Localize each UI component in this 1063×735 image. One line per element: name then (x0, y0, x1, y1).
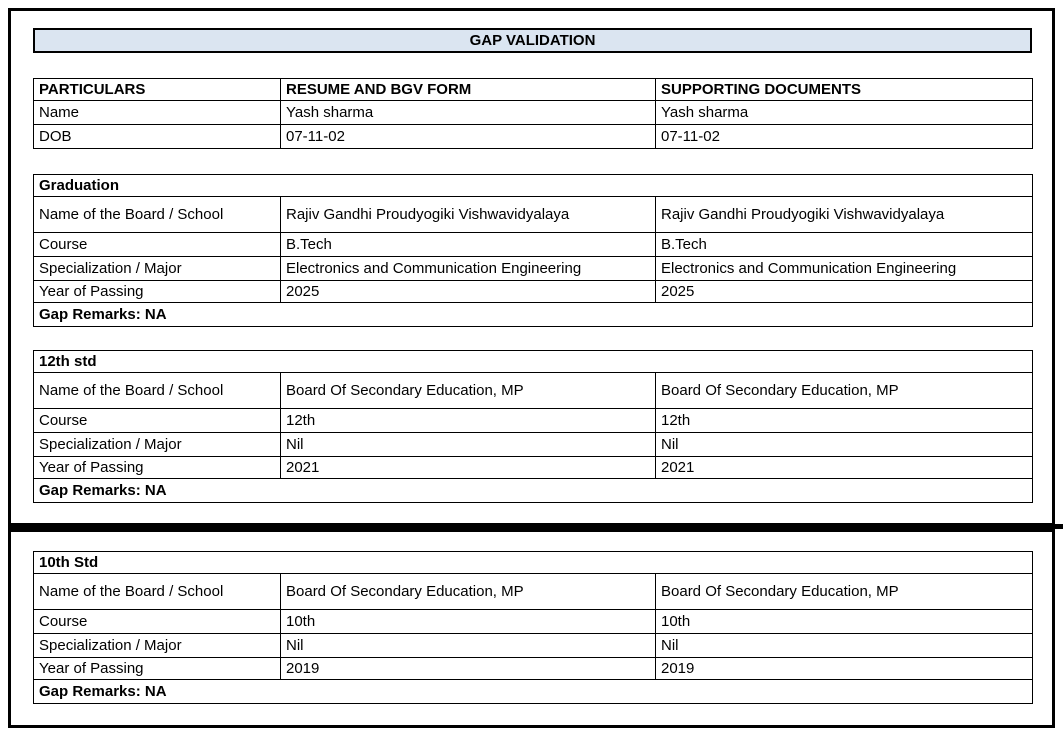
graduation-table (33, 174, 1033, 327)
section-title-12th-std: 12th std (34, 351, 1033, 373)
row-label-year-of-passing: Year of Passing (34, 658, 281, 680)
board-supporting-value: Rajiv Gandhi Proudyogiki Vishwavidyalaya (656, 197, 1033, 233)
table-row (34, 233, 1033, 257)
board-resume-value: Board Of Secondary Education, MP (281, 373, 656, 409)
gap-remarks: Gap Remarks: NA (34, 303, 1033, 327)
row-label-board-school: Name of the Board / School (34, 197, 281, 233)
board-supporting-value: Board Of Secondary Education, MP (656, 574, 1033, 610)
board-resume-value: Board Of Secondary Education, MP (281, 574, 656, 610)
specialization-resume-value: Nil (281, 634, 656, 658)
year-supporting-value: 2019 (656, 658, 1033, 680)
year-resume-value: 2025 (281, 281, 656, 303)
table-row (34, 574, 1033, 610)
course-supporting-value: B.Tech (656, 233, 1033, 257)
row-label-course: Course (34, 409, 281, 433)
gap-remarks: Gap Remarks: NA (34, 680, 1033, 704)
row-label-course: Course (34, 233, 281, 257)
dob-supporting-value: 07-11-02 (656, 125, 1033, 149)
row-label-specialization: Specialization / Major (34, 634, 281, 658)
gap-remarks-row (34, 680, 1033, 704)
board-resume-value: Rajiv Gandhi Proudyogiki Vishwavidyalaya (281, 197, 656, 233)
table-row (34, 433, 1033, 457)
row-label-board-school: Name of the Board / School (34, 373, 281, 409)
name-resume-value: Yash sharma (281, 101, 656, 125)
row-label-specialization: Specialization / Major (34, 257, 281, 281)
table-row (34, 281, 1033, 303)
dob-resume-value: 07-11-02 (281, 125, 656, 149)
board-supporting-value: Board Of Secondary Education, MP (656, 373, 1033, 409)
row-label-name: Name (34, 101, 281, 125)
section-header-row (34, 351, 1033, 373)
row-label-dob: DOB (34, 125, 281, 149)
course-resume-value: 12th (281, 409, 656, 433)
table-row (34, 658, 1033, 680)
year-resume-value: 2021 (281, 457, 656, 479)
table-row (34, 610, 1033, 634)
specialization-supporting-value: Nil (656, 433, 1033, 457)
twelfth-std-table (33, 350, 1033, 503)
row-label-year-of-passing: Year of Passing (34, 457, 281, 479)
particulars-table (33, 78, 1033, 149)
document-title-bar (33, 28, 1032, 53)
row-label-year-of-passing: Year of Passing (34, 281, 281, 303)
section-header-row (34, 175, 1033, 197)
table-row (34, 125, 1033, 149)
row-label-course: Course (34, 610, 281, 634)
table-row (34, 634, 1033, 658)
name-supporting-value: Yash sharma (656, 101, 1033, 125)
row-label-specialization: Specialization / Major (34, 433, 281, 457)
column-header-supporting-docs: SUPPORTING DOCUMENTS (656, 79, 1033, 101)
column-header-resume-bgv: RESUME AND BGV FORM (281, 79, 656, 101)
section-title-graduation: Graduation (34, 175, 1033, 197)
year-resume-value: 2019 (281, 658, 656, 680)
particulars-header-row (34, 79, 1033, 101)
specialization-resume-value: Nil (281, 433, 656, 457)
table-row (34, 257, 1033, 281)
table-row (34, 197, 1033, 233)
table-row (34, 101, 1033, 125)
course-resume-value: B.Tech (281, 233, 656, 257)
gap-remarks: Gap Remarks: NA (34, 479, 1033, 503)
course-supporting-value: 10th (656, 610, 1033, 634)
table-row (34, 373, 1033, 409)
column-header-particulars: PARTICULARS (34, 79, 281, 101)
tenth-std-table (33, 551, 1033, 704)
table-row (34, 457, 1033, 479)
year-supporting-value: 2025 (656, 281, 1033, 303)
year-supporting-value: 2021 (656, 457, 1033, 479)
document-title: GAP VALIDATION (469, 32, 596, 49)
gap-remarks-row (34, 479, 1033, 503)
section-title-10th-std: 10th Std (34, 552, 1033, 574)
course-resume-value: 10th (281, 610, 656, 634)
course-supporting-value: 12th (656, 409, 1033, 433)
row-label-board-school: Name of the Board / School (34, 574, 281, 610)
gap-remarks-row (34, 303, 1033, 327)
specialization-resume-value: Electronics and Communication Engineering (281, 257, 656, 281)
section-header-row (34, 552, 1033, 574)
table-row (34, 409, 1033, 433)
specialization-supporting-value: Nil (656, 634, 1033, 658)
specialization-supporting-value: Electronics and Communication Engineering (656, 257, 1033, 281)
